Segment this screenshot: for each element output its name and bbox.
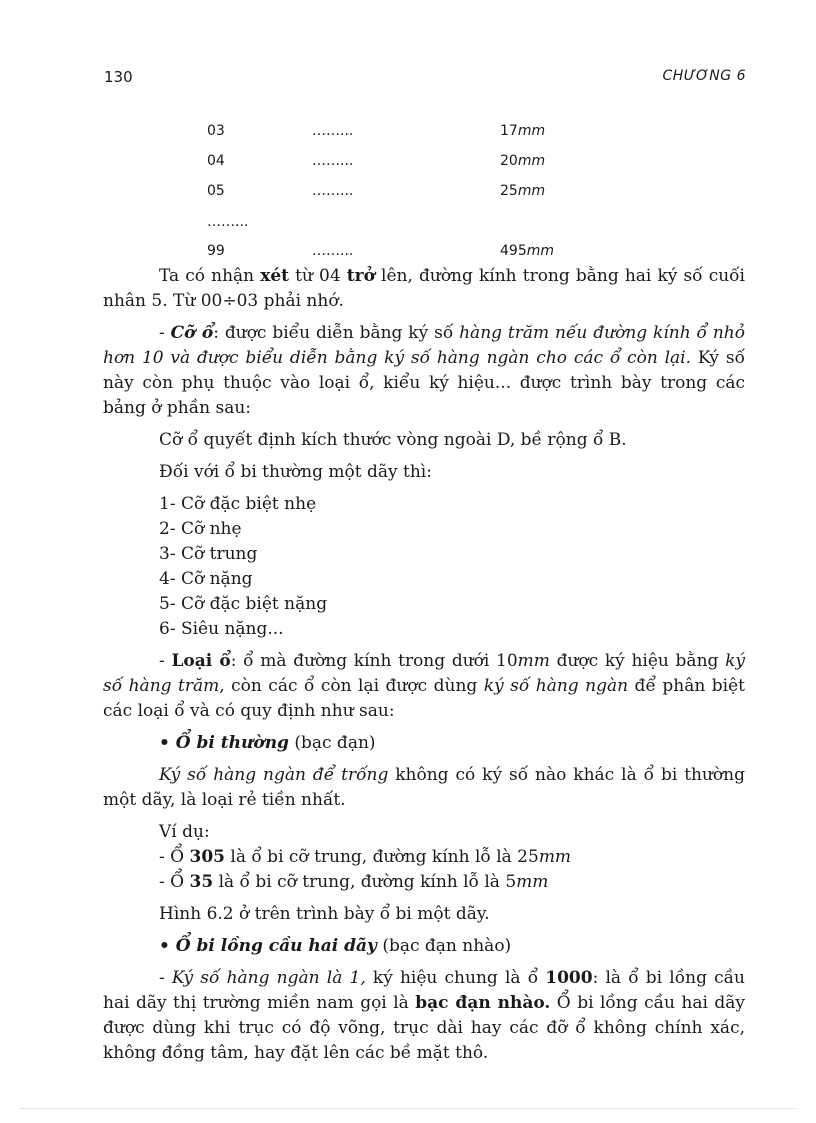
list-item: 2- Cỡ nhẹ [159, 519, 242, 539]
paragraph: - Loại ổ: ổ mà đường kính trong dưới 10mm được ký hiệu bằng ký số hàng trăm, còn các ổ còn lại được dùng ký số hàng ngàn để phân biệt các loại ổ và có quy định như sau: [103, 651, 745, 721]
list-item: 4- Cỡ nặng [159, 569, 253, 589]
table-value: 17mm [500, 123, 546, 139]
list-item: 6- Siêu nặng... [159, 619, 284, 639]
table-value: 20mm [500, 153, 546, 169]
table-value: 25mm [500, 183, 546, 199]
table-dots: ……... [312, 183, 354, 199]
section-heading: • Ổ bi thường (bạc đạn) [159, 733, 376, 753]
figure-reference: Hình 6.2 ở trên trình bày ổ bi một dãy. [159, 904, 490, 924]
page-bottom-rule [20, 1108, 796, 1109]
table-dots: ……... [312, 153, 354, 169]
chapter-header: CHƯƠNG 6 [662, 68, 746, 84]
table-dots: ……... [312, 123, 354, 139]
list-item: 5- Cỡ đặc biệt nặng [159, 594, 328, 614]
paragraph: Đối với ổ bi thường một dãy thì: [159, 462, 432, 482]
paragraph: - Cỡ ổ: được biểu diễn bằng ký số hàng trăm nếu đường kính ổ nhỏ hơn 10 và được biểu diễn bằng ký số hàng ngàn cho các ổ còn lại. Ký số này còn phụ thuộc vào loại ổ, kiểu ký hiệu... được trình bày trong các bảng ở phần sau: [103, 323, 745, 418]
section-heading: • Ổ bi lồng cầu hai dãy (bạc đạn nhào) [159, 936, 512, 956]
list-item: 1- Cỡ đặc biệt nhẹ [159, 494, 317, 514]
paragraph: Cỡ ổ quyết định kích thước vòng ngoài D, bề rộng ổ B. [159, 430, 627, 450]
table-code: ……... [207, 214, 249, 230]
paragraph: Ta có nhận xét từ 04 trở lên, đường kính trong bằng hai ký số cuối nhân 5. Từ 00÷03 phải nhớ. [103, 266, 745, 311]
table-value: 495mm [500, 243, 555, 259]
table-code: 04 [207, 153, 225, 169]
table-code: 03 [207, 123, 225, 139]
size-list [103, 492, 745, 642]
table-code: 05 [207, 183, 225, 199]
paragraph: - Ký số hàng ngàn là 1, ký hiệu chung là ổ 1000: là ổ bi lồng cầu hai dãy thị trường miền nam gọi là bạc đạn nhào. Ổ bi lồng cầu hai dãy được dùng khi trục có độ võng, trục dài hay các đỡ ổ không chính xác, không đồng tâm, hay đặt lên các bề mặt thô. [103, 968, 746, 1063]
table-code: 99 [207, 243, 225, 259]
list-item: 3- Cỡ trung [159, 544, 258, 564]
paragraph: Ký số hàng ngàn để trống không có ký số nào khác là ổ bi thường một dãy, là loại rẻ tiền nhất. [103, 765, 745, 810]
example-item: - Ổ 305 là ổ bi cỡ trung, đường kính lỗ là 25mm [159, 847, 572, 867]
page-number: 130 [104, 68, 133, 86]
example-label: Ví dụ: [159, 822, 210, 842]
body-text [103, 264, 745, 1066]
example-item: - Ổ 35 là ổ bi cỡ trung, đường kính lỗ là 5mm [159, 872, 549, 892]
table-dots: ……... [312, 243, 354, 259]
